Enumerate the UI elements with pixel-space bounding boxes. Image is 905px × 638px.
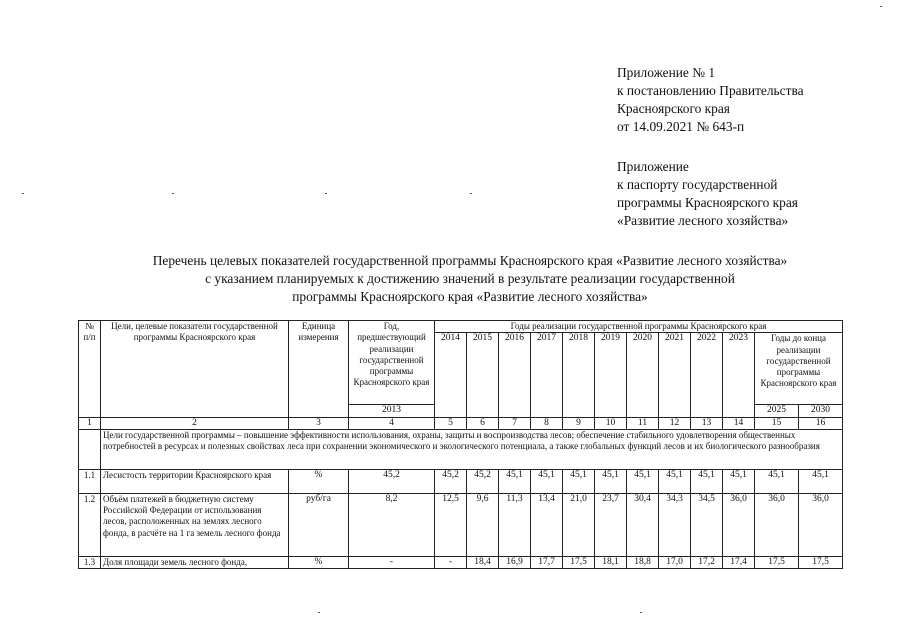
column-number: 2 (101, 417, 289, 429)
title-line: Перечень целевых показателей государственной программы Красноярского края «Развитие лесного хозяйства» (152, 253, 788, 268)
document-title (100, 252, 840, 306)
row-name: Доля площади земель лесного фонда, (101, 556, 289, 568)
table-row (79, 469, 843, 493)
column-number: 9 (563, 417, 595, 429)
header-year: 2017 (531, 333, 563, 417)
row-value: 11,3 (499, 493, 531, 556)
header-year: 2019 (595, 333, 627, 417)
row-value: 17,5 (799, 556, 843, 568)
column-number: 5 (435, 417, 467, 429)
row-value: 36,0 (799, 493, 843, 556)
scan-speck (318, 612, 320, 613)
row-value: 21,0 (563, 493, 595, 556)
row-value: 34,5 (691, 493, 723, 556)
title-line: программы Красноярского края «Развитие лесного хозяйства» (292, 289, 648, 304)
row-value: 18,8 (627, 556, 659, 568)
appendix-2-line: программы Красноярского края (617, 195, 798, 210)
column-number: 7 (499, 417, 531, 429)
scan-speck (640, 612, 642, 613)
appendix-1-line: Красноярского края (617, 101, 730, 116)
header-year: 2022 (691, 333, 723, 417)
row-unit: % (289, 469, 349, 493)
row-value: 18,1 (595, 556, 627, 568)
row-value: - (435, 556, 467, 568)
header-goal: Цели, целевые показатели государственной программы Красноярского края (101, 321, 289, 418)
appendix-2-line: к паспорту государственной (617, 177, 778, 192)
row-value: 45,1 (799, 469, 843, 493)
row-value: 45,1 (627, 469, 659, 493)
column-number: 14 (723, 417, 755, 429)
appendix-1-line: от 14.09.2021 № 643-п (617, 119, 745, 134)
appendix-2-line: Приложение (617, 159, 689, 174)
appendix-1-line: к постановлению Правительства (617, 83, 804, 98)
row-value: 23,7 (595, 493, 627, 556)
row-value: 16,9 (499, 556, 531, 568)
column-numbers-row (79, 417, 843, 429)
row-value: 45,1 (691, 469, 723, 493)
column-number: 8 (531, 417, 563, 429)
header-end-year: 2030 (799, 405, 843, 417)
row-value: 17,4 (723, 556, 755, 568)
row-value: 17,2 (691, 556, 723, 568)
row-base: 45,2 (349, 469, 435, 493)
row-value: 45,1 (755, 469, 799, 493)
row-base: 8,2 (349, 493, 435, 556)
header-year: 2021 (659, 333, 691, 417)
column-number: 3 (289, 417, 349, 429)
row-num: 1.3 (79, 556, 101, 568)
appendix-block (617, 64, 804, 230)
row-value: 17,0 (659, 556, 691, 568)
header-end-years: Годы до конца реализации государственной программы Красноярского края (755, 333, 843, 405)
column-number: 1 (79, 417, 101, 429)
header-year: 2016 (499, 333, 531, 417)
header-base-year: 2013 (349, 405, 435, 417)
row-name: Объём платежей в бюджетную систему Российской Федерации от использования лесов, расположенных на землях лесного фонда, в расчёте на 1 га земель лесного фонда (101, 493, 289, 556)
row-num: 1.1 (79, 469, 101, 493)
row-value: 45,1 (659, 469, 691, 493)
header-year: 2018 (563, 333, 595, 417)
table-row (79, 556, 843, 568)
row-value: 45,1 (723, 469, 755, 493)
row-value: 30,4 (627, 493, 659, 556)
appendix-2-line: «Развитие лесного хозяйства» (617, 213, 789, 228)
table-row (79, 493, 843, 556)
header-end-year: 2025 (755, 405, 799, 417)
column-number: 15 (755, 417, 799, 429)
column-number: 12 (659, 417, 691, 429)
scan-speck (470, 193, 472, 194)
header-prev-year: Год, предшествующий реализации государственной программы Красноярского края (349, 321, 435, 405)
column-number: 13 (691, 417, 723, 429)
row-value: 45,2 (467, 469, 499, 493)
column-number: 6 (467, 417, 499, 429)
title-line: с указанием планируемых к достижению значений в результате реализации государственной (205, 271, 735, 286)
row-value: 9,6 (467, 493, 499, 556)
row-base: - (349, 556, 435, 568)
row-value: 45,1 (531, 469, 563, 493)
row-value: 13,4 (531, 493, 563, 556)
goal-row (79, 429, 843, 469)
scan-speck (325, 193, 327, 194)
row-name: Лесистость территории Красноярского края (101, 469, 289, 493)
scan-speck (22, 193, 24, 194)
column-number: 16 (799, 417, 843, 429)
goal-text: Цели государственной программы – повышение эффективности использования, охраны, защиты и воспроизводства лесов; обеспечение стабильного удовлетворения общественных потребностей в ресурсах и полезных свойствах леса при сохранении экономического и экологического потенциала, а также глобальных функций лесов и их биологического разнообразия (101, 429, 843, 469)
header-years-group: Годы реализации государственной программы Красноярского края (435, 321, 843, 333)
indicators-table (78, 320, 843, 569)
header-year: 2015 (467, 333, 499, 417)
column-number: 11 (627, 417, 659, 429)
row-value: 45,1 (499, 469, 531, 493)
appendix-1-line: Приложение № 1 (617, 65, 716, 80)
row-value: 36,0 (755, 493, 799, 556)
row-value: 45,1 (595, 469, 627, 493)
header-unit: Единица измерения (289, 321, 349, 418)
row-unit: % (289, 556, 349, 568)
row-value: 17,5 (755, 556, 799, 568)
row-value: 17,7 (531, 556, 563, 568)
row-value: 36,0 (723, 493, 755, 556)
row-value: 12,5 (435, 493, 467, 556)
scan-speck (172, 193, 174, 194)
header-year: 2020 (627, 333, 659, 417)
column-number: 4 (349, 417, 435, 429)
header-year: 2014 (435, 333, 467, 417)
header-num: № п/п (79, 321, 101, 418)
scan-speck (880, 6, 882, 7)
row-unit: руб/га (289, 493, 349, 556)
row-num: 1.2 (79, 493, 101, 556)
row-value: 45,2 (435, 469, 467, 493)
header-year: 2023 (723, 333, 755, 417)
row-value: 34,3 (659, 493, 691, 556)
column-number: 10 (595, 417, 627, 429)
row-value: 17,5 (563, 556, 595, 568)
row-value: 18,4 (467, 556, 499, 568)
row-value: 45,1 (563, 469, 595, 493)
